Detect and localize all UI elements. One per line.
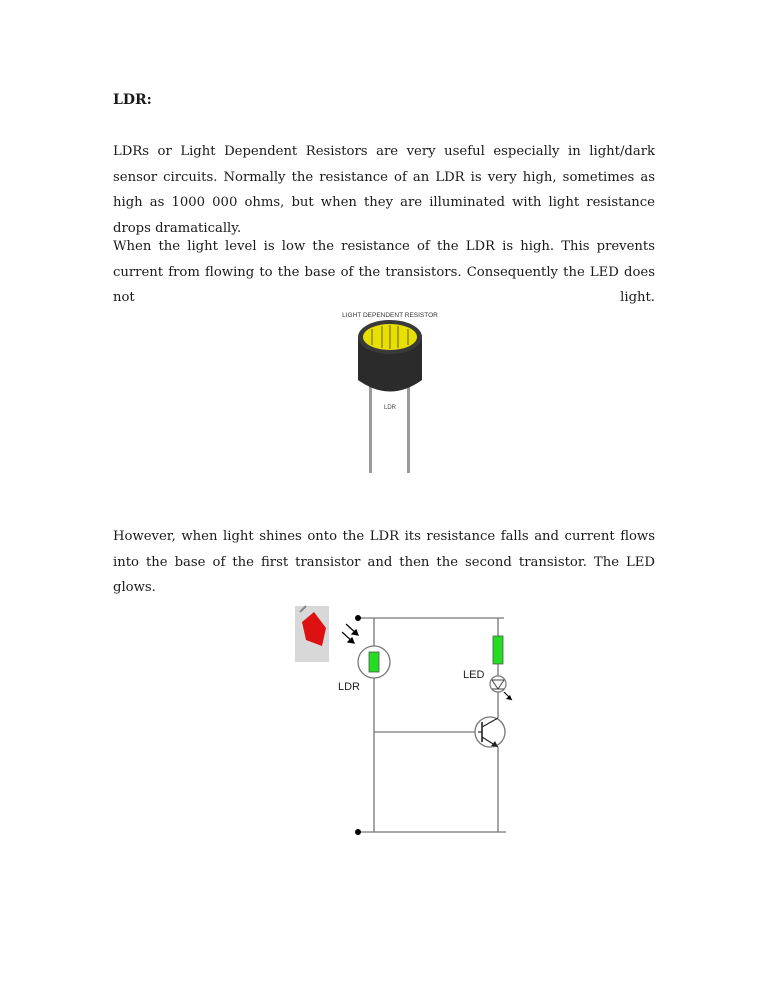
ldr-leg-right <box>407 385 410 473</box>
section-heading: LDR: <box>113 92 152 108</box>
bottom-terminal <box>355 829 361 835</box>
paragraph-low-light: When the light level is low the resistance of the LDR is high. This prevents current from flowing to the base of the transistors. Consequently the LED does not light. <box>113 239 655 305</box>
ldr-leg-left <box>369 385 372 473</box>
flashlight-icon <box>295 606 329 662</box>
circuit-diagram <box>292 600 514 840</box>
top-terminal <box>355 615 361 621</box>
photo-body-label: LDR <box>383 405 397 411</box>
led-label: LED <box>463 669 485 681</box>
ldr-photo <box>338 305 442 501</box>
led-symbol <box>490 676 512 700</box>
photo-caption: LIGHT DEPENDENT RESISTOR <box>342 312 438 319</box>
paragraph-intro: LDRs or Light Dependent Resistors are very useful especially in light/dark sensor circuits. Normally the resistance of an LDR is very high, sometimes as high as 1000 000 ohms, but when they are illuminated with light resistance drops dramatically. <box>113 144 655 236</box>
ldr-label: LDR <box>338 681 361 693</box>
light-arrows <box>342 624 358 643</box>
transistor-symbol <box>475 717 505 747</box>
resistor-symbol <box>493 636 503 664</box>
ldr-symbol <box>358 646 390 678</box>
paragraph-bright-light: However, when light shines onto the LDR its resistance falls and current flows into the base of the first transistor and then the second transistor. The LED glows. <box>113 529 655 595</box>
